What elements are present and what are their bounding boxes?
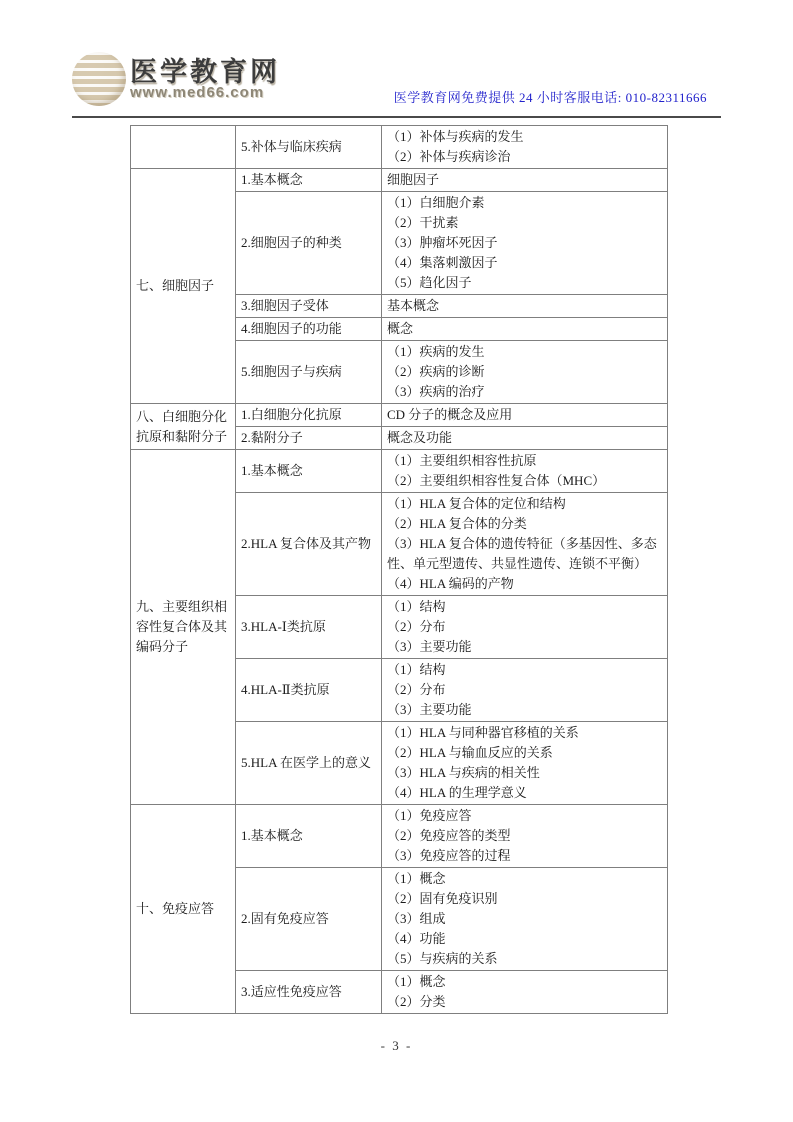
detail-line: 概念 bbox=[387, 321, 414, 336]
detail-line: （1）HLA 复合体的定位和结构 bbox=[387, 496, 566, 511]
topic-cell: 1.白细胞分化抗原 bbox=[236, 404, 382, 427]
site-logo bbox=[72, 52, 280, 106]
detail-line: （1）概念 bbox=[387, 871, 446, 886]
topic-cell: 1.基本概念 bbox=[236, 805, 382, 868]
detail-line: （4）HLA 的生理学意义 bbox=[387, 785, 527, 800]
detail-cell bbox=[382, 169, 668, 192]
page-number: - 3 - bbox=[380, 1038, 413, 1053]
syllabus-table bbox=[130, 125, 668, 1014]
logo-ball-icon bbox=[72, 52, 126, 106]
detail-line: （1）结构 bbox=[387, 662, 446, 677]
topic-cell: 2.黏附分子 bbox=[236, 427, 382, 450]
topic-cell: 4.细胞因子的功能 bbox=[236, 318, 382, 341]
detail-line: （1）HLA 与同种器官移植的关系 bbox=[387, 725, 579, 740]
table-row bbox=[131, 450, 668, 493]
detail-line: （2）固有免疫识别 bbox=[387, 891, 498, 906]
topic-cell: 4.HLA-Ⅱ类抗原 bbox=[236, 659, 382, 722]
detail-line: （4）功能 bbox=[387, 931, 446, 946]
detail-line: （4）HLA 编码的产物 bbox=[387, 576, 514, 591]
page-header bbox=[72, 48, 721, 112]
detail-cell bbox=[382, 659, 668, 722]
logo-url: www.med66.com bbox=[130, 83, 265, 101]
detail-line: （1）补体与疾病的发生 bbox=[387, 129, 524, 144]
detail-line: （2）主要组织相容性复合体（MHC） bbox=[387, 473, 606, 488]
detail-line: （1）概念 bbox=[387, 974, 446, 989]
logo-title: 医学教育网 bbox=[130, 56, 280, 87]
detail-line: （3）组成 bbox=[387, 911, 446, 926]
detail-line: 基本概念 bbox=[387, 298, 440, 313]
chapter-cell: 九、主要组织相容性复合体及其编码分子 bbox=[131, 450, 236, 805]
detail-line: （3）免疫应答的过程 bbox=[387, 848, 511, 863]
detail-line: （3）肿瘤坏死因子 bbox=[387, 235, 498, 250]
detail-cell bbox=[382, 341, 668, 404]
chapter-cell: 十、免疫应答 bbox=[131, 805, 236, 1014]
detail-line: （2）分布 bbox=[387, 682, 446, 697]
topic-cell: 3.细胞因子受体 bbox=[236, 295, 382, 318]
topic-cell: 2.细胞因子的种类 bbox=[236, 192, 382, 295]
logo-text bbox=[130, 57, 280, 100]
detail-line: （1）免疫应答 bbox=[387, 808, 472, 823]
table-row bbox=[131, 805, 668, 868]
detail-line: （3）主要功能 bbox=[387, 702, 472, 717]
topic-cell: 5.补体与临床疾病 bbox=[236, 126, 382, 169]
detail-cell bbox=[382, 126, 668, 169]
detail-line: （2）HLA 与输血反应的关系 bbox=[387, 745, 553, 760]
chapter-cell bbox=[131, 126, 236, 169]
topic-cell: 3.HLA-Ⅰ类抗原 bbox=[236, 596, 382, 659]
topic-cell: 1.基本概念 bbox=[236, 450, 382, 493]
chapter-cell: 八、白细胞分化抗原和黏附分子 bbox=[131, 404, 236, 450]
table-row bbox=[131, 404, 668, 427]
detail-line: （3）HLA 与疾病的相关性 bbox=[387, 765, 540, 780]
topic-cell: 5.细胞因子与疾病 bbox=[236, 341, 382, 404]
detail-line: （2）免疫应答的类型 bbox=[387, 828, 511, 843]
detail-line: （5）与疾病的关系 bbox=[387, 951, 498, 966]
detail-line: （2）分布 bbox=[387, 619, 446, 634]
detail-line: 概念及功能 bbox=[387, 430, 453, 445]
detail-cell bbox=[382, 295, 668, 318]
detail-cell bbox=[382, 868, 668, 971]
detail-cell bbox=[382, 450, 668, 493]
detail-line: （5）趋化因子 bbox=[387, 275, 472, 290]
detail-line: 细胞因子 bbox=[387, 172, 440, 187]
topic-cell: 5.HLA 在医学上的意义 bbox=[236, 722, 382, 805]
detail-cell bbox=[382, 318, 668, 341]
detail-line: （1）主要组织相容性抗原 bbox=[387, 453, 537, 468]
detail-cell bbox=[382, 493, 668, 596]
detail-cell bbox=[382, 971, 668, 1014]
detail-cell bbox=[382, 192, 668, 295]
service-hotline-text: 医学教育网免费提供 24 小时客服电话: 010-82311666 bbox=[393, 90, 707, 105]
detail-line: （3）主要功能 bbox=[387, 639, 472, 654]
detail-cell bbox=[382, 404, 668, 427]
detail-line: （2）补体与疾病诊治 bbox=[387, 149, 511, 164]
chapter-cell: 七、细胞因子 bbox=[131, 169, 236, 404]
detail-line: （4）集落刺激因子 bbox=[387, 255, 498, 270]
detail-cell bbox=[382, 722, 668, 805]
detail-line: （2）分类 bbox=[387, 994, 446, 1009]
detail-cell bbox=[382, 427, 668, 450]
topic-cell: 3.适应性免疫应答 bbox=[236, 971, 382, 1014]
topic-cell: 2.固有免疫应答 bbox=[236, 868, 382, 971]
header-divider bbox=[72, 116, 721, 118]
detail-line: CD 分子的概念及应用 bbox=[387, 407, 513, 422]
detail-cell bbox=[382, 596, 668, 659]
detail-line: （1）结构 bbox=[387, 599, 446, 614]
table-row bbox=[131, 126, 668, 169]
detail-line: （3）疾病的治疗 bbox=[387, 384, 485, 399]
detail-line: （2）疾病的诊断 bbox=[387, 364, 485, 379]
topic-cell: 1.基本概念 bbox=[236, 169, 382, 192]
detail-line: （3）HLA 复合体的遗传特征（多基因性、多态性、单元型遗传、共显性遗传、连锁不平衡） bbox=[387, 536, 657, 571]
detail-line: （1）疾病的发生 bbox=[387, 344, 485, 359]
topic-cell: 2.HLA 复合体及其产物 bbox=[236, 493, 382, 596]
detail-line: （1）白细胞介素 bbox=[387, 195, 485, 210]
detail-line: （2）干扰素 bbox=[387, 215, 459, 230]
detail-line: （2）HLA 复合体的分类 bbox=[387, 516, 527, 531]
table-row bbox=[131, 169, 668, 192]
detail-cell bbox=[382, 805, 668, 868]
